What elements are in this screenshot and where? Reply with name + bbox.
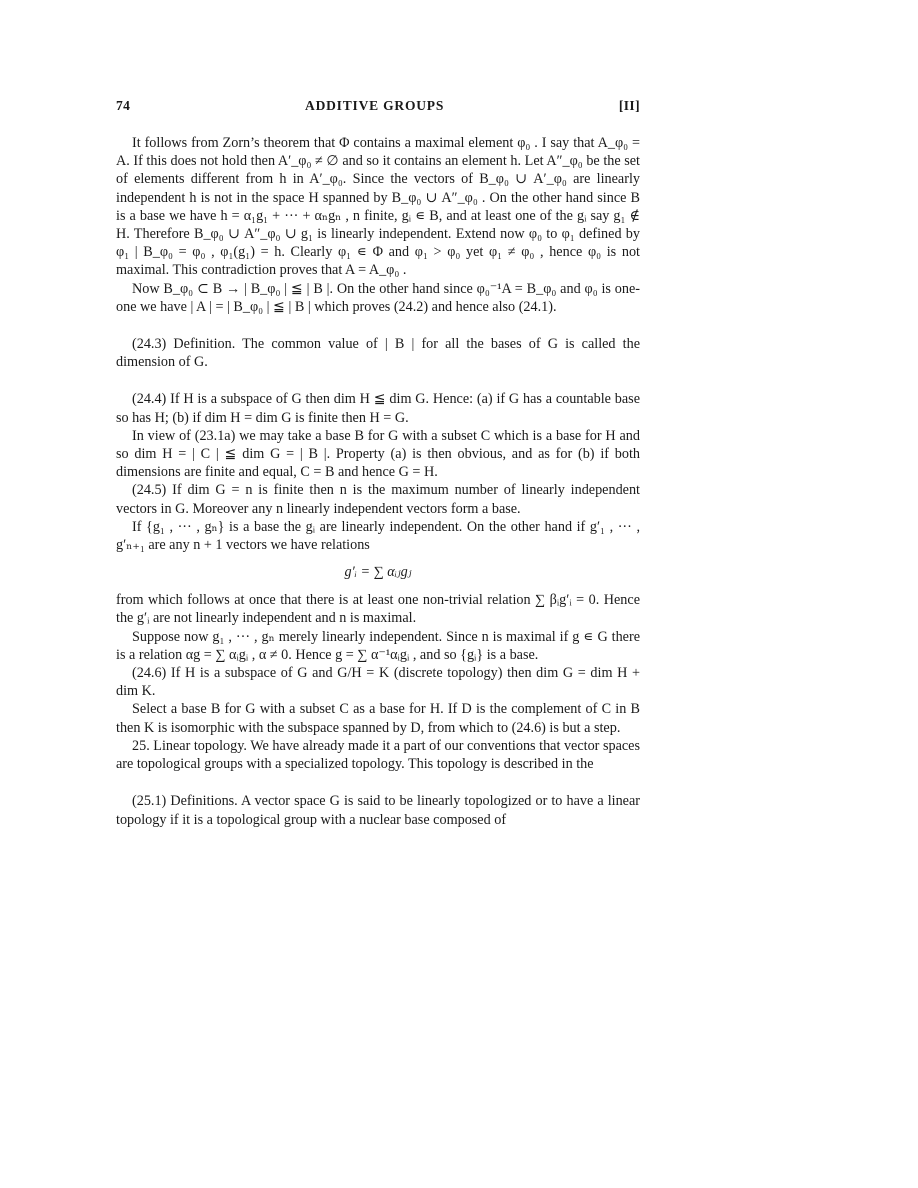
paragraph-zorn-proof: It follows from Zorn’s theorem that Φ contains a maximal element φ₀ . I say that A_φ₀ = A. If this does not hold then A′_φ₀ ≠ ∅ and so it contains an element h. Let A″_φ₀ be the set of elements different from h in A′_φ₀. Since the vectors of B_φ₀ ∪ A′_φ₀ are linearly independent h is not in the space H spanned by B_φ₀ ∪ A″_φ₀ . On the other hand since B is a base we have h = α₁g₁ + ··· + αₙgₙ , n finite, gᵢ ∊ B, and at least one of the gᵢ say g₁ ∉ H. Therefore B_φ₀ ∪ A″_φ₀ ∪ g₁ is linearly independent. Extend now φ₀ to φ₁ defined by φ₁ | B_φ₀ = φ₀ , φ₁(g₁) = h. Clearly φ₁ ∊ Φ and φ₁ > φ₀ yet φ₁ ≠ φ₀ , hence φ₀ is not maximal. This contradiction proves that A = A_φ₀ . [116, 135, 640, 279]
paragraph-cardinality: Now B_φ₀ ⊂ B → | B_φ₀ | ≦ | B |. On the other hand since φ₀⁻¹A = B_φ₀ and φ₀ is one-one we have | A | = | B_φ₀ | ≦ | B | which proves (24.2) and hence also (24.1). [116, 280, 640, 315]
display-formula: g′ᵢ = ∑ αᵢⱼgⱼ [344, 564, 412, 581]
running-title: ADDITIVE GROUPS [305, 98, 445, 113]
theorem-24-4: (24.4) If H is a subspace of G then dim H ≦ dim G. Hence: (a) if G has a countable base so has H; (b) if dim H = dim G is finite then H = G. [116, 391, 640, 426]
proof-24-4: In view of (23.1a) we may take a base B for G with a subset C which is a base for H and so dim H = | C | ≦ dim G = | B |. Property (a) is then obvious, and as for (b) if both dimensions are finite and equal, C = B and hence G = H. [116, 427, 640, 481]
book-page [116, 98, 640, 829]
theorem-24-5: (24.5) If dim G = n is finite then n is the maximum number of linearly independent vectors in G. Moreover any n linearly independent vectors form a base. [116, 482, 640, 517]
proof-24-5-part3: Suppose now g₁ , ··· , gₙ merely linearly independent. Since n is maximal if g ∊ G there is a relation αg = ∑ αᵢgᵢ , α ≠ 0. Hence g = ∑ α⁻¹αᵢgᵢ , and so {gᵢ} is a base. [116, 628, 640, 663]
page-number: 74 [116, 98, 131, 113]
section-25-linear-topology: 25. Linear topology. We have already made it a part of our conventions that vector spaces are topological groups with a specialized topology. This topology is described in the [116, 737, 640, 773]
theorem-24-6: (24.6) If H is a subspace of G and G/H = K (discrete topology) then dim G = dim H + dim K. [116, 665, 640, 700]
definition-24-3: (24.3) Definition. The common value of | B | for all the bases of G is called the dimension of G. [116, 336, 640, 371]
definition-25-1: (25.1) Definitions. A vector space G is said to be linearly topologized or to have a linear topology if it is a topological group with a nuclear base composed of [116, 793, 640, 828]
proof-24-5-part1: If {g₁ , ··· , gₙ} is a base the gᵢ are linearly independent. On the other hand if g′₁ , ··· , g′ₙ₊₁ are any n + 1 vectors we have relations [116, 518, 640, 554]
proof-24-6: Select a base B for G with a subset C as a base for H. If D is the complement of C in B then K is isomorphic with the subspace spanned by D, from which to (24.6) is but a step. [116, 701, 640, 736]
chapter-marker: [II] [618, 98, 640, 113]
running-header [116, 98, 640, 114]
proof-24-5-part2: from which follows at once that there is at least one non-trivial relation ∑ βᵢg′ᵢ = 0. Hence the g′ᵢ are not linearly independent and n is maximal. [116, 592, 640, 627]
